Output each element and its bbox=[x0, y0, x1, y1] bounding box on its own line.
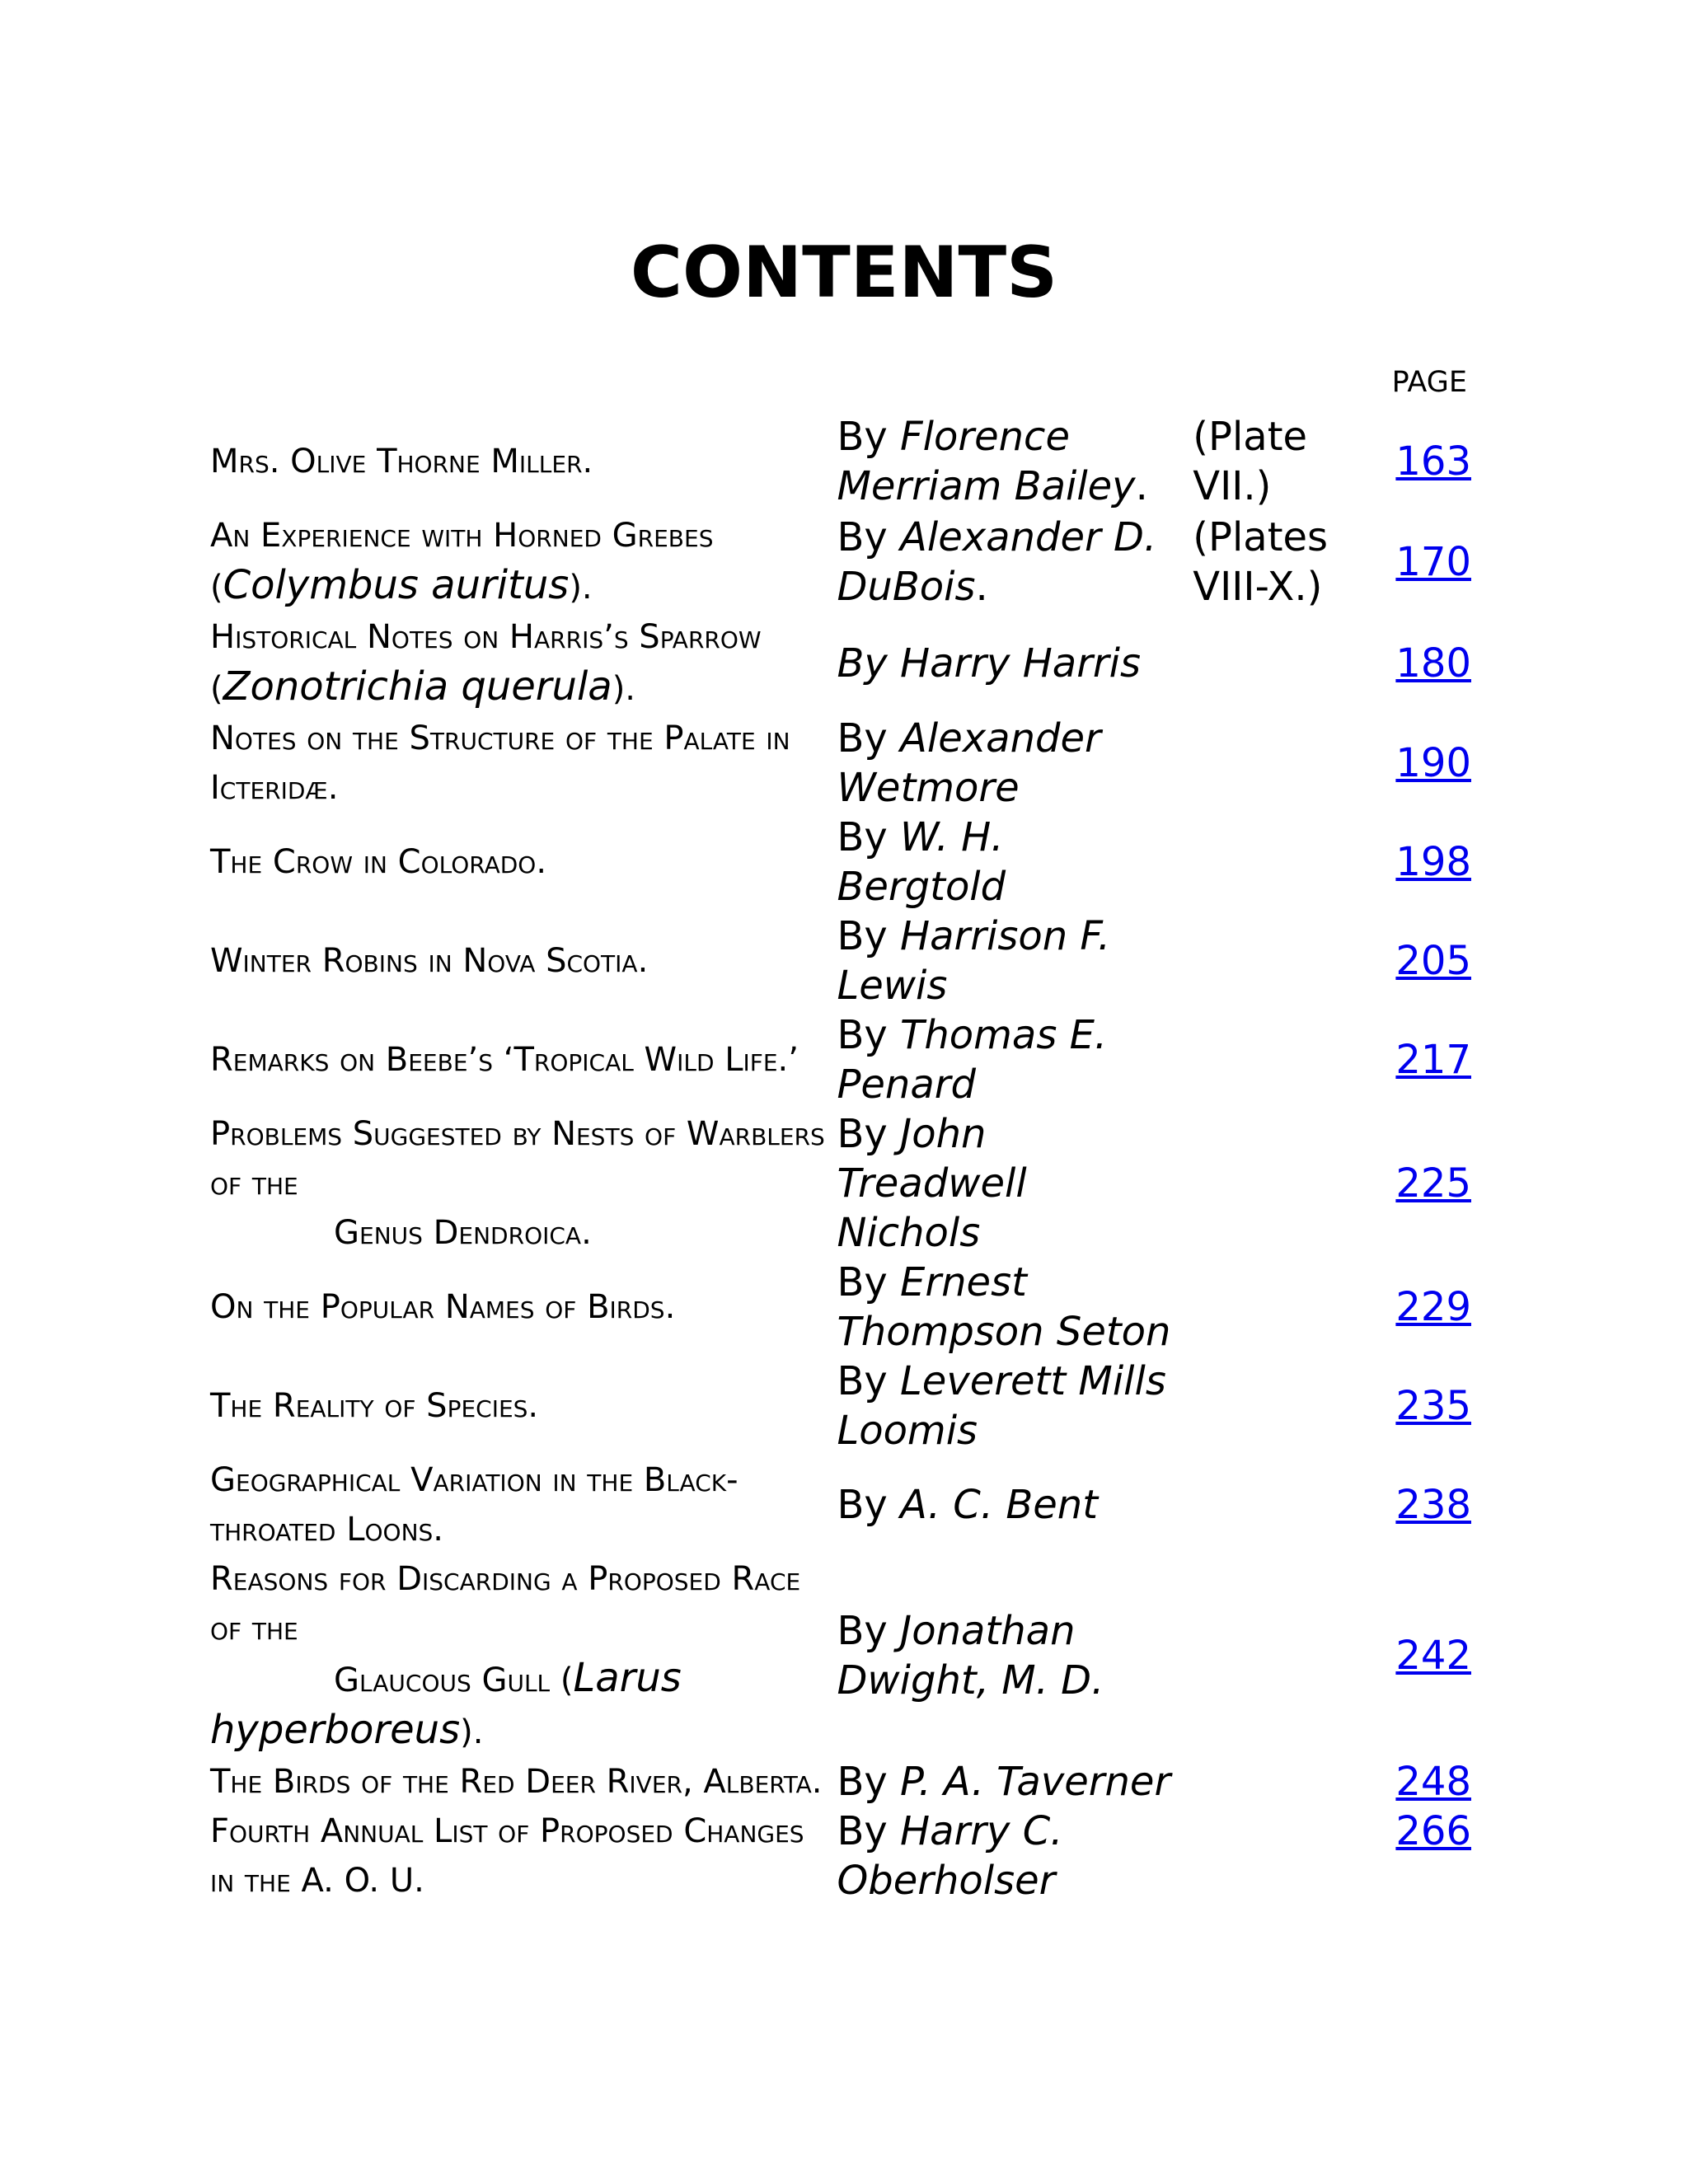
article-title: The Birds of the Red Deer River, Alberta. bbox=[210, 1763, 823, 1801]
article-title: The Crow in Colorado. bbox=[210, 843, 547, 881]
contents-row bbox=[210, 1010, 1471, 1109]
article-title: The Reality of Species. bbox=[210, 1387, 539, 1425]
article-author: By Harry Harris bbox=[837, 640, 1142, 687]
article-author: By Alexander Wetmore bbox=[837, 715, 1101, 811]
article-title: Problems Suggested by Nests of Warblers of the Genus Dendroica. bbox=[210, 1115, 825, 1252]
page-title: CONTENTS bbox=[630, 232, 1058, 314]
article-author: By Jonathan Dwight, M. D. bbox=[837, 1608, 1104, 1704]
contents-table bbox=[210, 412, 1471, 1905]
article-author: By Ernest Thompson Seton bbox=[837, 1259, 1171, 1355]
plate-reference bbox=[1193, 1109, 1357, 1258]
contents-row bbox=[210, 1757, 1471, 1807]
article-title: Geographical Variation in the Black-throated Loons. bbox=[210, 1461, 738, 1549]
contents-row bbox=[210, 1109, 1471, 1258]
plate-reference bbox=[1193, 1455, 1357, 1554]
plate-reference bbox=[1193, 1010, 1357, 1109]
page-number-link[interactable]: 266 bbox=[1395, 1808, 1471, 1854]
plate-reference bbox=[1193, 813, 1357, 912]
article-title: An Experience with Horned Grebes (Colymbus auritus). bbox=[210, 517, 714, 608]
plate-reference bbox=[1193, 1554, 1357, 1757]
contents-row bbox=[210, 1258, 1471, 1357]
contents-row bbox=[210, 1455, 1471, 1554]
article-author: By Leverett Mills Loomis bbox=[837, 1358, 1166, 1454]
page-number-link[interactable]: 248 bbox=[1395, 1759, 1471, 1805]
plate-reference bbox=[1193, 1258, 1357, 1357]
article-title: Mrs. Olive Thorne Miller. bbox=[210, 443, 593, 480]
page-number-link[interactable]: 170 bbox=[1395, 538, 1471, 585]
page-number-link[interactable]: 217 bbox=[1395, 1037, 1471, 1083]
article-author: By Florence Merriam Bailey. bbox=[837, 414, 1148, 509]
page-number-link[interactable]: 225 bbox=[1395, 1160, 1471, 1207]
contents-row bbox=[210, 511, 1471, 612]
article-title: Winter Robins in Nova Scotia. bbox=[210, 942, 649, 980]
page-number-link[interactable]: 190 bbox=[1395, 740, 1471, 786]
contents-row bbox=[210, 412, 1471, 511]
page-number-link[interactable]: 235 bbox=[1395, 1383, 1471, 1429]
page-number-link[interactable]: 180 bbox=[1395, 640, 1471, 687]
plate-reference: (Plate VII.) bbox=[1193, 414, 1308, 509]
article-author: By John Treadwell Nichols bbox=[837, 1111, 1027, 1256]
plate-reference bbox=[1193, 1757, 1357, 1807]
plate-reference bbox=[1193, 1807, 1357, 1905]
article-title: Fourth Annual List of Proposed Changes in the A. O. U. bbox=[210, 1812, 804, 1900]
article-title: On the Popular Names of Birds. bbox=[210, 1288, 676, 1326]
page-number-link[interactable]: 229 bbox=[1395, 1284, 1471, 1330]
page-column-heading: PAGE bbox=[1391, 366, 1467, 399]
contents-row bbox=[210, 1357, 1471, 1455]
article-title: Remarks on Beebe’s ‘Tropical Wild Life.’ bbox=[210, 1041, 799, 1079]
article-title: Notes on the Structure of the Palate in Icteridæ. bbox=[210, 719, 790, 807]
article-author: By Alexander D. DuBois. bbox=[837, 513, 1157, 610]
contents-row bbox=[210, 714, 1471, 813]
page-number-link[interactable]: 238 bbox=[1395, 1482, 1471, 1528]
article-title: Reasons for Discarding a Proposed Race of the Glaucous Gull (Larus hyperboreus). bbox=[210, 1560, 801, 1753]
plate-reference bbox=[1193, 612, 1357, 714]
contents-row bbox=[210, 813, 1471, 912]
article-author: By Harry C. Oberholser bbox=[837, 1808, 1063, 1904]
contents-row bbox=[210, 912, 1471, 1010]
article-author: By P. A. Taverner bbox=[837, 1759, 1171, 1805]
article-title: Historical Notes on Harris’s Sparrow (Zonotrichia querula). bbox=[210, 618, 762, 710]
plate-reference: (Plates VIII-X.) bbox=[1193, 513, 1329, 610]
article-author: By A. C. Bent bbox=[837, 1482, 1099, 1528]
plate-reference bbox=[1193, 912, 1357, 1010]
article-author: By Thomas E. Penard bbox=[837, 1012, 1108, 1108]
contents-row bbox=[210, 1807, 1471, 1905]
page-number-link[interactable]: 163 bbox=[1395, 438, 1471, 485]
article-author: By W. H. Bergtold bbox=[837, 814, 1006, 910]
page-number-link[interactable]: 198 bbox=[1395, 839, 1471, 885]
plate-reference bbox=[1193, 714, 1357, 813]
contents-row bbox=[210, 1554, 1471, 1757]
page-number-link[interactable]: 205 bbox=[1395, 938, 1471, 984]
plate-reference bbox=[1193, 1357, 1357, 1455]
page-number-link[interactable]: 242 bbox=[1395, 1633, 1471, 1679]
article-author: By Harrison F. Lewis bbox=[837, 913, 1111, 1009]
contents-row bbox=[210, 612, 1471, 714]
